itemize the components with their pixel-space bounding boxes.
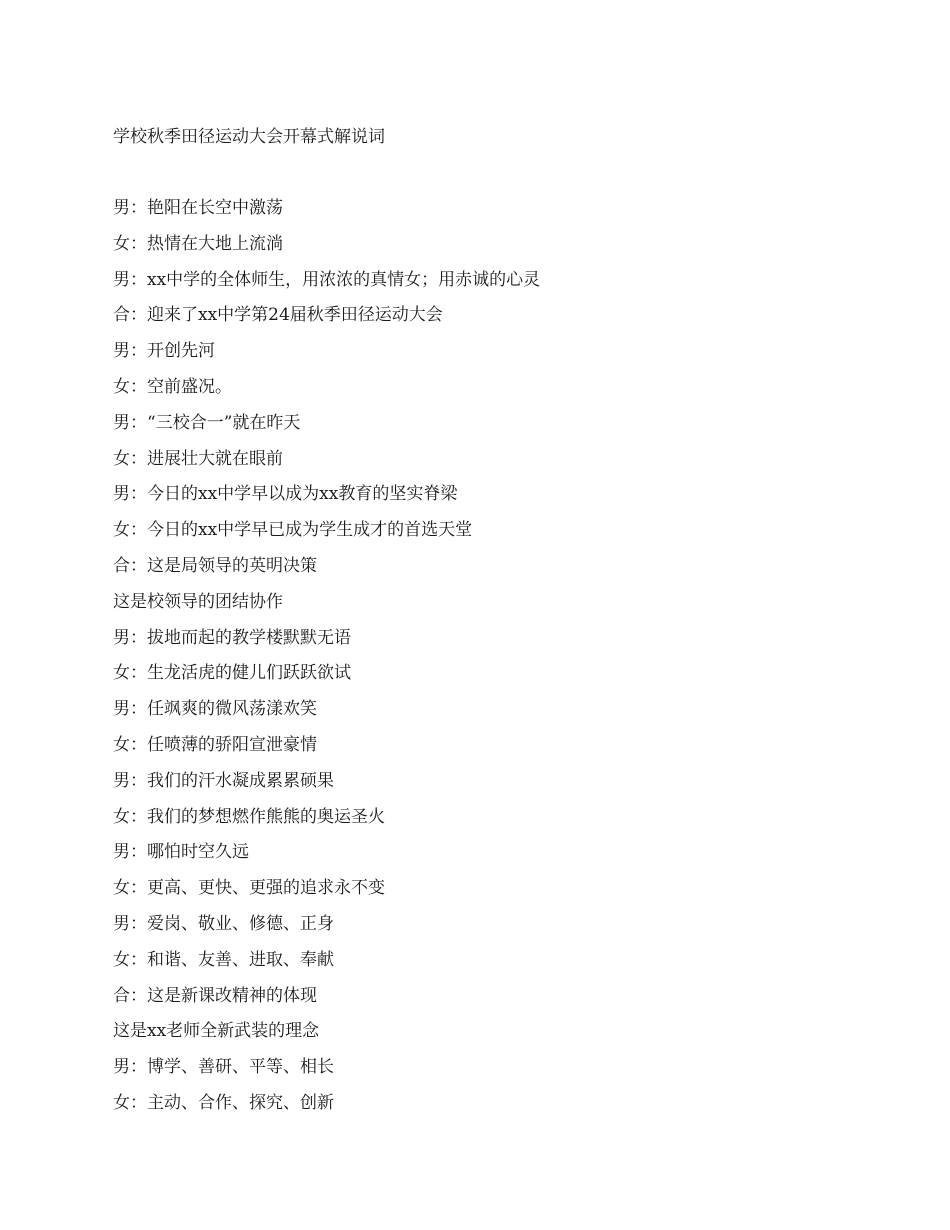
commentary-line: 男：哪怕时空久远 [113,842,249,863]
commentary-line: 女：我们的梦想燃作熊熊的奥运圣火 [113,806,385,827]
commentary-line: 女：热情在大地上流淌 [113,233,283,254]
commentary-line: 女：今日的xx中学早已成为学生成才的首选天堂 [113,520,473,541]
commentary-line: 男：拔地而起的教学楼默默无语 [113,627,351,648]
commentary-line: 男：艳阳在长空中激荡 [113,198,283,218]
commentary-line: 女：生龙活虎的健儿们跃跃欲试 [113,663,351,684]
commentary-line: 男：任飒爽的微风荡漾欢笑 [113,699,317,720]
commentary-line: 女：空前盛况。 [113,376,232,397]
commentary-line: 女：进展壮大就在眼前 [113,448,283,469]
commentary-line: 男：今日的xx中学早以成为xx教育的坚实脊梁 [113,484,458,505]
commentary-line: 男：开创先河 [113,341,215,362]
document-title: 学校秋季田径运动大会开幕式解说词 [113,127,385,147]
commentary-line: 女：和谐、友善、进取、奉献 [113,949,334,970]
commentary-line: 这是xx老师全新武装的理念 [113,1021,320,1042]
commentary-line: 男：我们的汗水凝成累累硕果 [113,770,334,791]
commentary-line: 男：“三校合一”就在昨天 [113,412,301,433]
commentary-line: 男：xx中学的全体师生，用浓浓的真情女；用赤诚的心灵 [113,269,541,290]
commentary-line: 男：博学、善研、平等、相长 [113,1057,334,1078]
commentary-line: 合：这是局领导的英明决策 [113,555,317,576]
commentary-lines [113,197,540,1128]
commentary-line: 男：爱岗、敬业、修德、正身 [113,913,334,934]
commentary-line: 女：主动、合作、探究、创新 [113,1092,334,1113]
commentary-line: 这是校领导的团结协作 [113,591,283,612]
commentary-line: 合：这是新课改精神的体现 [113,985,317,1006]
commentary-line: 女：更高、更快、更强的追求永不变 [113,878,385,899]
commentary-line: 合：迎来了xx中学第24届秋季田径运动大会 [113,305,443,326]
commentary-line: 女：任喷薄的骄阳宣泄豪情 [113,734,317,755]
